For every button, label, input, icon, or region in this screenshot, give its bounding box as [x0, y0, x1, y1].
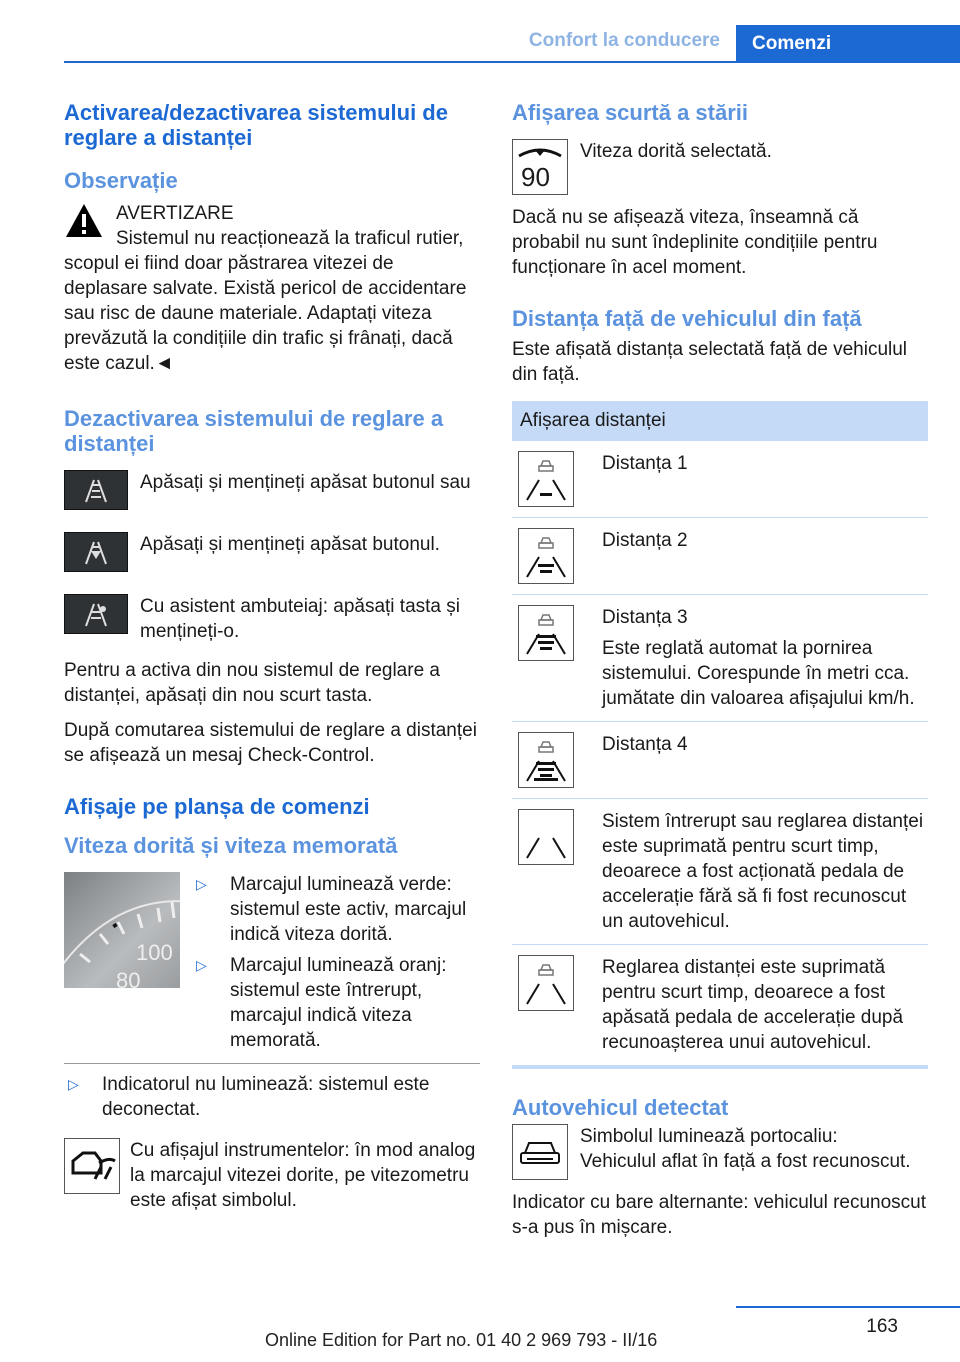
detected-line-1: Simbolul luminează portocaliu: [580, 1126, 838, 1147]
list-item [192, 872, 480, 947]
reactivate-paragraph: Pentru a activa din nou sistemul de reglare a distanței, apăsați din nou scurt tasta. [64, 660, 440, 706]
row-label: Distanța 4 [602, 734, 688, 755]
distance-paragraph: Este afișată distanța selectată față de vehiculul din față. [512, 339, 908, 385]
row-label: Reglarea distanței este suprimată pentru scurt timp, deoarece a fost apăsată pedala de accelerație după recunoașterea unui autovehicul. [602, 957, 904, 1053]
distance-bars-icon [518, 732, 574, 788]
speed-heading: Viteza dorită și viteza memorată [64, 833, 398, 858]
button-2-text: Apăsați și mențineți apăsat butonul. [140, 534, 440, 555]
table-row [512, 518, 928, 595]
table-row [512, 722, 928, 799]
row-extra: Este reglată automat la pornirea sistemului. Corespunde în metri cca. jumătate din valoarea afișajului km/h. [602, 638, 915, 709]
note-heading: Observație [64, 168, 178, 193]
bullet-text-off: Indicatorul nu luminează: sistemul este deconectat. [102, 1074, 430, 1120]
cruise-car-icon [64, 1138, 120, 1194]
edition-text: Online Edition for Part no. 01 40 2 969 793 - II/16 [265, 1330, 658, 1350]
set-speed-text: Viteza dorită selectată. [580, 141, 772, 162]
traffic-jam-assist-button-icon [64, 594, 128, 634]
breadcrumb-chapter[interactable]: Comenzi [736, 25, 960, 62]
breadcrumb-section[interactable]: Confort la conducere [528, 30, 720, 51]
table-row [512, 595, 928, 722]
warning-label: AVERTIZARE [116, 203, 234, 224]
gauge-label-100: 100 [136, 940, 173, 965]
triangle-bullet-icon: ▷ [196, 957, 207, 973]
speed-display-row [512, 139, 928, 195]
analog-block [64, 1138, 480, 1213]
set-speed-value: 90 [521, 162, 550, 192]
table-row [512, 441, 928, 518]
button-row-2 [64, 532, 480, 572]
table-row [512, 945, 928, 1069]
bullet-text-orange: Marcajul luminează oranj: sistemul este întrerupt, marcajul indică viteza memorată. [230, 955, 447, 1051]
distance-bars-icon [518, 809, 574, 865]
speedometer-image [64, 872, 180, 993]
analog-text: Cu afișajul instrumentelor: în mod analog la marcajul vitezei dorite, pe vitezometru este afișat simbolul. [130, 1140, 476, 1211]
deactivate-heading: Dezactivarea sistemului de reglare a distanței [64, 406, 444, 456]
detected-heading: Autovehicul detectat [512, 1095, 729, 1120]
distance-table-header: Afișarea distanței [512, 401, 928, 441]
distance-bars-icon [518, 955, 574, 1011]
bullet-text-green: Marcajul luminează verde: sistemul este activ, marcajul indică viteza dorită. [230, 874, 467, 945]
distance-button-icon [64, 470, 128, 510]
row-label: Distanța 2 [602, 530, 688, 551]
distance-bars-icon [518, 528, 574, 584]
list-item [64, 1072, 480, 1122]
button-3-text: Cu asistent ambuteiaj: apăsați tasta și mențineți-o. [140, 596, 461, 642]
button-row-1 [64, 470, 480, 510]
row-label: Distanța 3 [602, 607, 688, 628]
triangle-bullet-icon: ▷ [68, 1076, 79, 1092]
set-speed-icon [512, 139, 568, 195]
distance-table [512, 441, 928, 1069]
warning-text-first: Sistemul nu reacționează la traficul rutier, [116, 228, 464, 249]
row-label: Distanța 1 [602, 453, 688, 474]
header-rule [64, 61, 960, 63]
right-column [512, 100, 928, 1240]
distance-bars-icon [518, 451, 574, 507]
page-number: 163 [866, 1316, 898, 1337]
display-heading: Afișaje pe planșa de comenzi [64, 794, 370, 819]
left-column [64, 100, 480, 1223]
short-status-paragraph: Dacă nu se afișează viteza, înseamnă că probabil nu sunt îndeplinite condițiile pentru funcționare în acel moment. [512, 207, 878, 278]
gauge-label-80: 80 [116, 968, 141, 993]
check-control-paragraph: După comutarea sistemului de reglare a distanței se afișează un mesaj Check-Control. [64, 720, 477, 766]
list-item [192, 953, 480, 1053]
distance-bars-icon [518, 605, 574, 661]
distance-heading: Distanța față de vehiculul din față [512, 306, 862, 331]
detected-row [512, 1124, 928, 1180]
detected-car-icon [512, 1124, 568, 1180]
page-header [0, 0, 960, 64]
row-label: Sistem întrerupt sau reglarea distanței este suprimată pentru scurt timp, deoarece a fost acționată pedala de accelerație fără să fi fost recunoscut un autovehicul. [602, 811, 924, 932]
warning-block [64, 201, 480, 251]
distance-button-down-icon [64, 532, 128, 572]
triangle-bullet-icon: ▷ [196, 876, 207, 892]
detected-line-2: Vehiculul aflat în față a fost recunoscut. [580, 1151, 911, 1172]
warning-icon [64, 201, 104, 241]
section-title: Activarea/dezactivarea sistemului de reglare a distanței [64, 100, 448, 150]
table-row [512, 799, 928, 945]
footer-rule [736, 1306, 960, 1308]
gauge-block [64, 872, 480, 1053]
warning-text: scopul ei fiind doar păstrarea vitezei de deplasare salvate. Există pericol de accidentare sau risc de daune materiale. Adaptați viteza prevăzută la condițiile din trafic și frânați, dacă este cazul.◄ [64, 253, 467, 374]
button-1-text: Apăsați și mențineți apăsat butonul sau [140, 472, 471, 493]
short-status-heading: Afișarea scurtă a stării [512, 100, 749, 125]
button-row-3 [64, 594, 480, 644]
detected-paragraph: Indicator cu bare alternante: vehiculul recunoscut s-a pus în mișcare. [512, 1192, 927, 1238]
